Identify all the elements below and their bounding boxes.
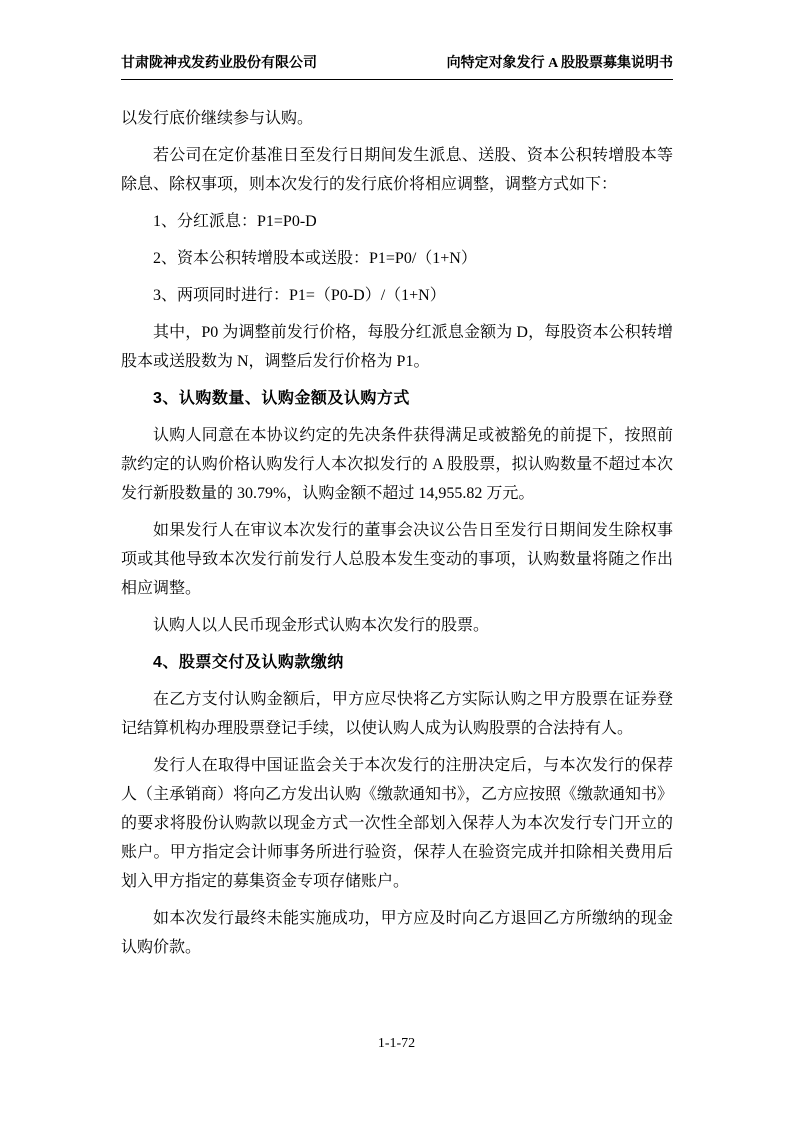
document-body	[121, 104, 673, 962]
paragraph: 在乙方支付认购金额后，甲方应尽快将乙方实际认购之甲方股票在证券登记结算机构办理股票登记手续，以使认购人成为认购股票的合法持有人。	[121, 691, 673, 737]
page-header	[121, 52, 673, 80]
paragraph: 如果发行人在审议本次发行的董事会决议公告日至发行日期间发生除权事项或其他导致本次发行前发行人总股本发生变动的事项，认购数量将随之作出相应调整。	[121, 522, 673, 597]
paragraph: 其中，P0 为调整前发行价格，每股分红派息金额为 D，每股资本公积转增股本或送股数为 N，调整后发行价格为 P1。	[121, 324, 673, 370]
section-heading: 4、股票交付及认购款缴纳	[153, 654, 344, 671]
paragraph: 认购人以人民币现金形式认购本次发行的股票。	[153, 617, 490, 634]
formula-line: 1、分红派息：P1=P0-D	[153, 213, 317, 230]
page-footer	[0, 1036, 793, 1052]
formula-line: 3、两项同时进行：P1=（P0-D）/（1+N）	[153, 287, 446, 304]
header-company-name: 甘肃陇神戎发药业股份有限公司	[121, 56, 317, 71]
page-number: 1-1-72	[377, 1036, 416, 1051]
paragraph: 认购人同意在本协议约定的先决条件获得满足或被豁免的前提下，按照前款约定的认购价格认购发行人本次拟发行的 A 股股票，拟认购数量不超过本次发行新股数量的 30.79%，认购金额不超过 14,955.82 万元。	[121, 427, 673, 502]
formula-line: 2、资本公积转增股本或送股：P1=P0/（1+N）	[153, 250, 477, 267]
paragraph: 若公司在定价基准日至发行日期间发生派息、送股、资本公积转增股本等除息、除权事项，则本次发行的发行底价将相应调整，调整方式如下：	[121, 147, 673, 193]
section-heading: 3、认购数量、认购金额及认购方式	[153, 390, 410, 407]
header-doc-title: 向特定对象发行 A 股股票募集说明书	[446, 56, 673, 71]
paragraph: 如本次发行最终未能实施成功，甲方应及时向乙方退回乙方所缴纳的现金认购价款。	[121, 910, 673, 956]
paragraph: 以发行底价继续参与认购。	[121, 110, 314, 127]
paragraph: 发行人在取得中国证监会关于本次发行的注册决定后，与本次发行的保荐人（主承销商）将向乙方发出认购《缴款通知书》，乙方应按照《缴款通知书》的要求将股份认购款以现金方式一次性全部划入保荐人为本次发行专门开立的账户。甲方指定会计师事务所进行验资，保荐人在验资完成并扣除相关费用后划入甲方指定的募集资金专项存储账户。	[121, 757, 674, 890]
